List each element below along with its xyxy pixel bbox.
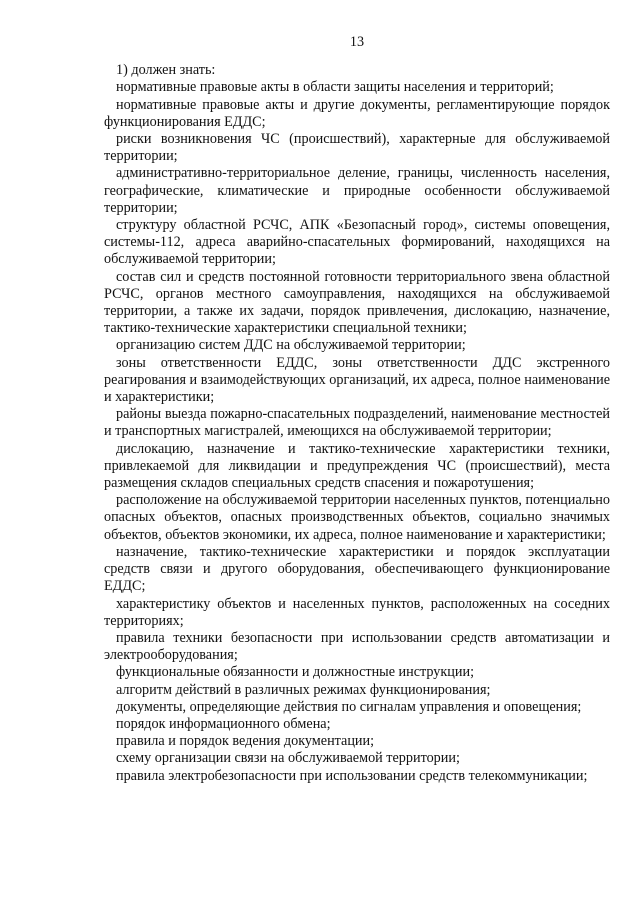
paragraph: схему организации связи на обслуживаемой территории; <box>116 750 460 767</box>
paragraph: 1) должен знать: <box>116 62 216 79</box>
paragraph-list <box>104 62 610 785</box>
page-number: 13 <box>349 34 365 50</box>
paragraph: правила электробезопасности при использовании средств телекоммуникации; <box>116 767 588 784</box>
paragraph: порядок информационного обмена; <box>116 715 331 732</box>
paragraph: алгоритм действий в различных режимах функционирования; <box>116 681 491 698</box>
document-page <box>104 34 610 785</box>
paragraph: расположение на обслуживаемой территории населенных пунктов, потенциально опасных объектов, опасных производственных объектов, социально значимых объектов, объектов экономики, их адреса, полное наименование и характеристики; <box>104 492 610 543</box>
paragraph: назначение, тактико-технические характеристики и порядок эксплуатации средств связи и другого оборудования, обеспечивающего функционирование ЕДДС; <box>104 543 610 595</box>
paragraph: зоны ответственности ЕДДС, зоны ответственности ДДС экстренного реагирования и взаимодействующих организаций, их адреса, полное наименование и характеристики; <box>104 354 610 406</box>
paragraph: правила и порядок ведения документации; <box>116 733 375 750</box>
paragraph: состав сил и средств постоянной готовности территориального звена областной РСЧС, органов местного самоуправления, находящихся на обслуживаемой территории, а также их задачи, порядок привлечения, дислокацию, назначение, тактико-технические характеристики специальной техники; <box>104 268 610 337</box>
paragraph: районы выезда пожарно-спасательных подразделений, наименование местностей и транспортных магистралей, имеющихся на обслуживаемой территории; <box>104 406 610 440</box>
paragraph: функциональные обязанности и должностные инструкции; <box>116 664 475 681</box>
paragraph: административно-территориальное деление, границы, численность населения, географические, климатические и природные особенности обслуживаемой территории; <box>104 165 610 216</box>
paragraph: правила техники безопасности при использовании средств автоматизации и электрооборудования; <box>104 629 610 664</box>
paragraph: риски возникновения ЧС (происшествий), характерные для обслуживаемой территории; <box>104 131 610 165</box>
paragraph: документы, определяющие действия по сигналам управления и оповещения; <box>116 698 582 715</box>
paragraph: структуру областной РСЧС, АПК «Безопасный город», системы оповещения, системы-112, адреса аварийно-спасательных формирований, находящихся на обслуживаемой территории; <box>104 217 610 268</box>
paragraph: характеристику объектов и населенных пунктов, расположенных на соседних территориях; <box>104 595 610 629</box>
paragraph: дислокацию, назначение и тактико-технические характеристики техники, привлекаемой для ликвидации и предупреждения ЧС (происшествий), места размещения складов специальных средств спасения и пожаротушения; <box>104 440 610 492</box>
paragraph: нормативные правовые акты и другие документы, регламентирующие порядок функционирования ЕДДС; <box>104 96 610 130</box>
paragraph: нормативные правовые акты в области защиты населения и территорий; <box>116 79 554 96</box>
paragraph: организацию систем ДДС на обслуживаемой территории; <box>116 337 466 354</box>
